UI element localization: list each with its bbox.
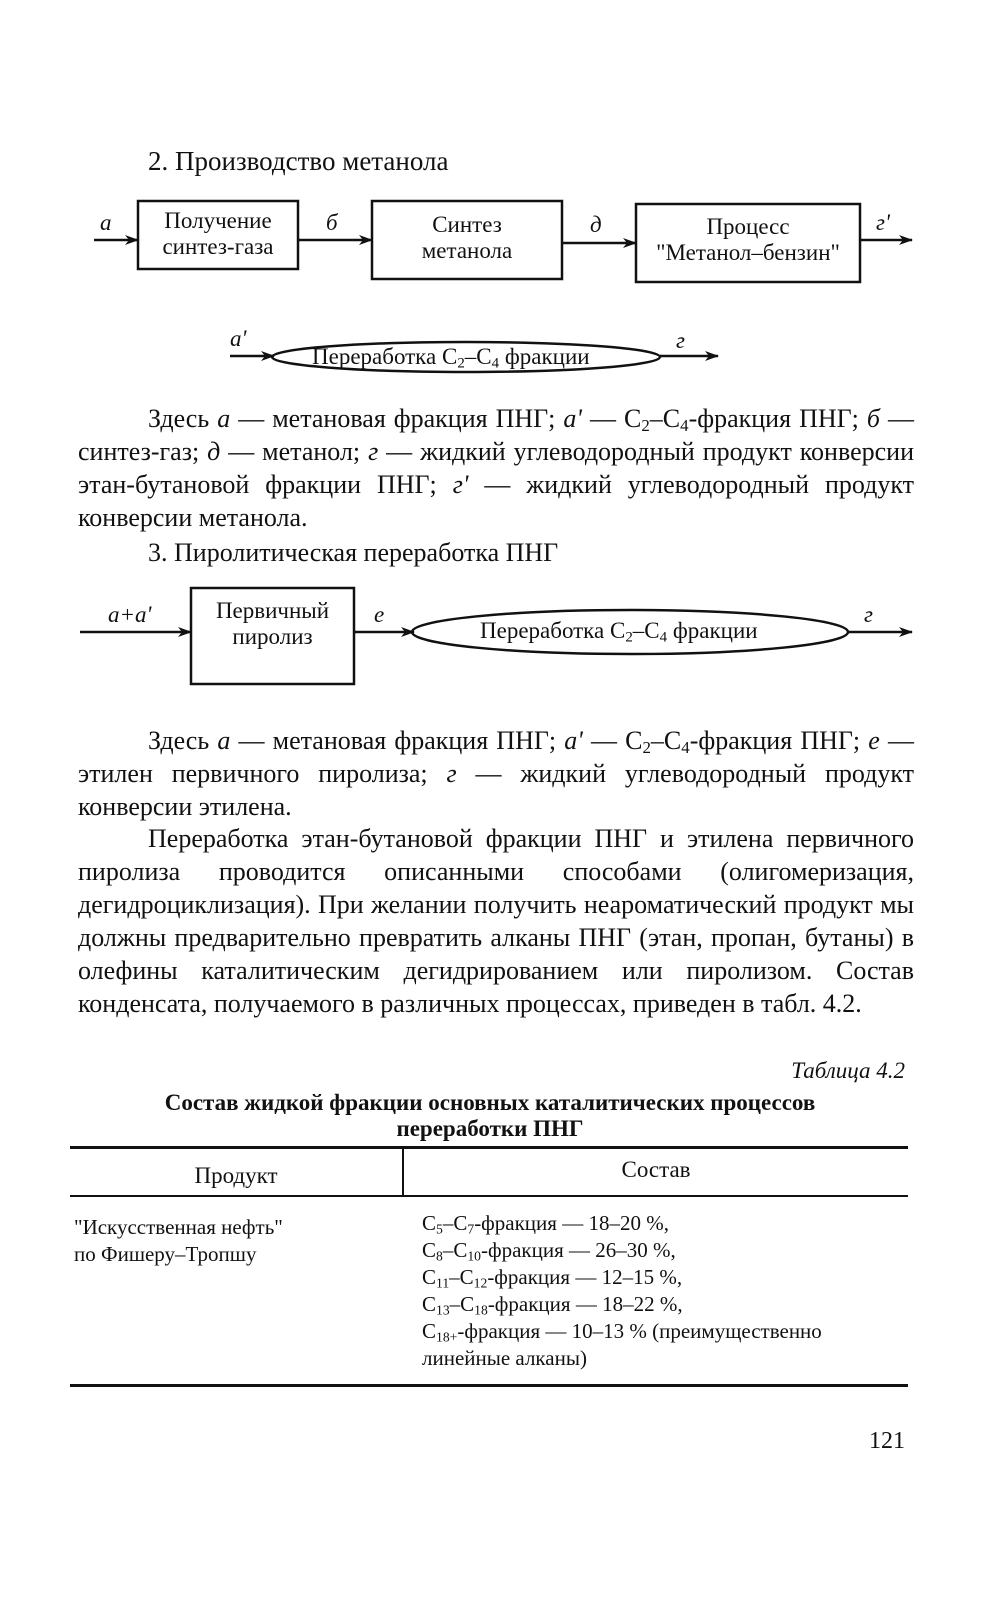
composition-line: $C_{11}-C_{12}$-фракция — 12–15 %, (422, 1265, 683, 1291)
table-caption: Таблица 4.2 (791, 1058, 905, 1083)
table-cell-product: "Искусственная нефть" по Фишеру–Тропшу (74, 1215, 283, 1266)
methanol-flow-diagram (0, 190, 1001, 380)
label-a-prime: а' (230, 326, 247, 351)
composition-line: $C_8-C_{10}$-фракция — 26–30 %, (422, 1238, 676, 1264)
composition-line: $C_{18+}$-фракция — 10–13 % (преимущественно (422, 1319, 822, 1345)
label-a-plus-a-prime: а+а' (108, 602, 152, 627)
composition-line: $C_{13}-C_{18}$-фракция — 18–22 %, (422, 1292, 683, 1318)
section-heading-pyrolysis: 3. Пиролитическая переработка ПНГ (148, 538, 559, 567)
page-number: 121 (869, 1428, 905, 1454)
box-methanol-synthesis-label: Синтез метанола (421, 212, 513, 263)
label-g-prime: г' (876, 210, 890, 235)
table-header-composition: Состав (621, 1157, 691, 1182)
table-header-product: Продукт (194, 1163, 278, 1188)
label-e: е (374, 602, 385, 627)
label-b: б (326, 210, 338, 235)
label-g: г (676, 328, 685, 353)
legend-methanol: Здесь а — метановая фракция ПНГ; а' — $C_2-C_4$-фракция ПНГ; б — синтез-газ; д — метанол; г — жидкий углеводородный продукт конверсии этан-бутановой фракции ПНГ; г' — жидкий углеводородный продукт конверсии метанола. (78, 404, 915, 532)
pyrolysis-flow-diagram (0, 582, 1001, 692)
ellipse-c2-c4-label: Переработка $C_2-C_4$ фракции (312, 344, 590, 372)
table-cell-composition (422, 1210, 822, 1372)
table-title: Состав жидкой фракции основных каталитических процессов переработки ПНГ (164, 1090, 816, 1141)
section-heading-methanol: 2. Производство метанола (148, 146, 449, 176)
box-mtg-label: Процесс "Метанол–бензин" (656, 214, 840, 265)
legend-pyrolysis: Здесь а — метановая фракция ПНГ; а' — $C_2-C_4$-фракция ПНГ; е — этилен первичного пиролиза; г — жидкий углеводородный продукт конверсии этилена. (78, 726, 914, 821)
box-primary-pyrolysis-label: Первичный пиролиз (215, 598, 330, 649)
box-syngas-label: Получение синтез-газа (162, 208, 274, 259)
label-a: а (100, 210, 112, 235)
table-top-rule (70, 1146, 908, 1149)
body-paragraph: Переработка этан-бутановой фракции ПНГ и этилена первичного пиролиза проводится описанными способами (олигомеризация, дегидроциклизация). При желании получить неароматический продукт мы должны предварительно превратить алканы ПНГ (этан, пропан, бутаны) в олефины каталитическим дегидрированием или пиролизом. Состав конденсата, получаемого в различных процессах, приведен в табл. 4.2. (78, 824, 914, 1018)
ellipse-c2-c4-pyro-label: Переработка $C_2-C_4$ фракции (480, 618, 758, 646)
label-d: д (590, 212, 602, 237)
label-g-pyro: г (864, 602, 873, 627)
table-bottom-rule (70, 1384, 908, 1387)
table-header-rule (70, 1195, 908, 1197)
composition-line: линейные алканы) (422, 1346, 587, 1370)
composition-line: $C_5-C_7$-фракция — 18–20 %, (422, 1211, 669, 1237)
